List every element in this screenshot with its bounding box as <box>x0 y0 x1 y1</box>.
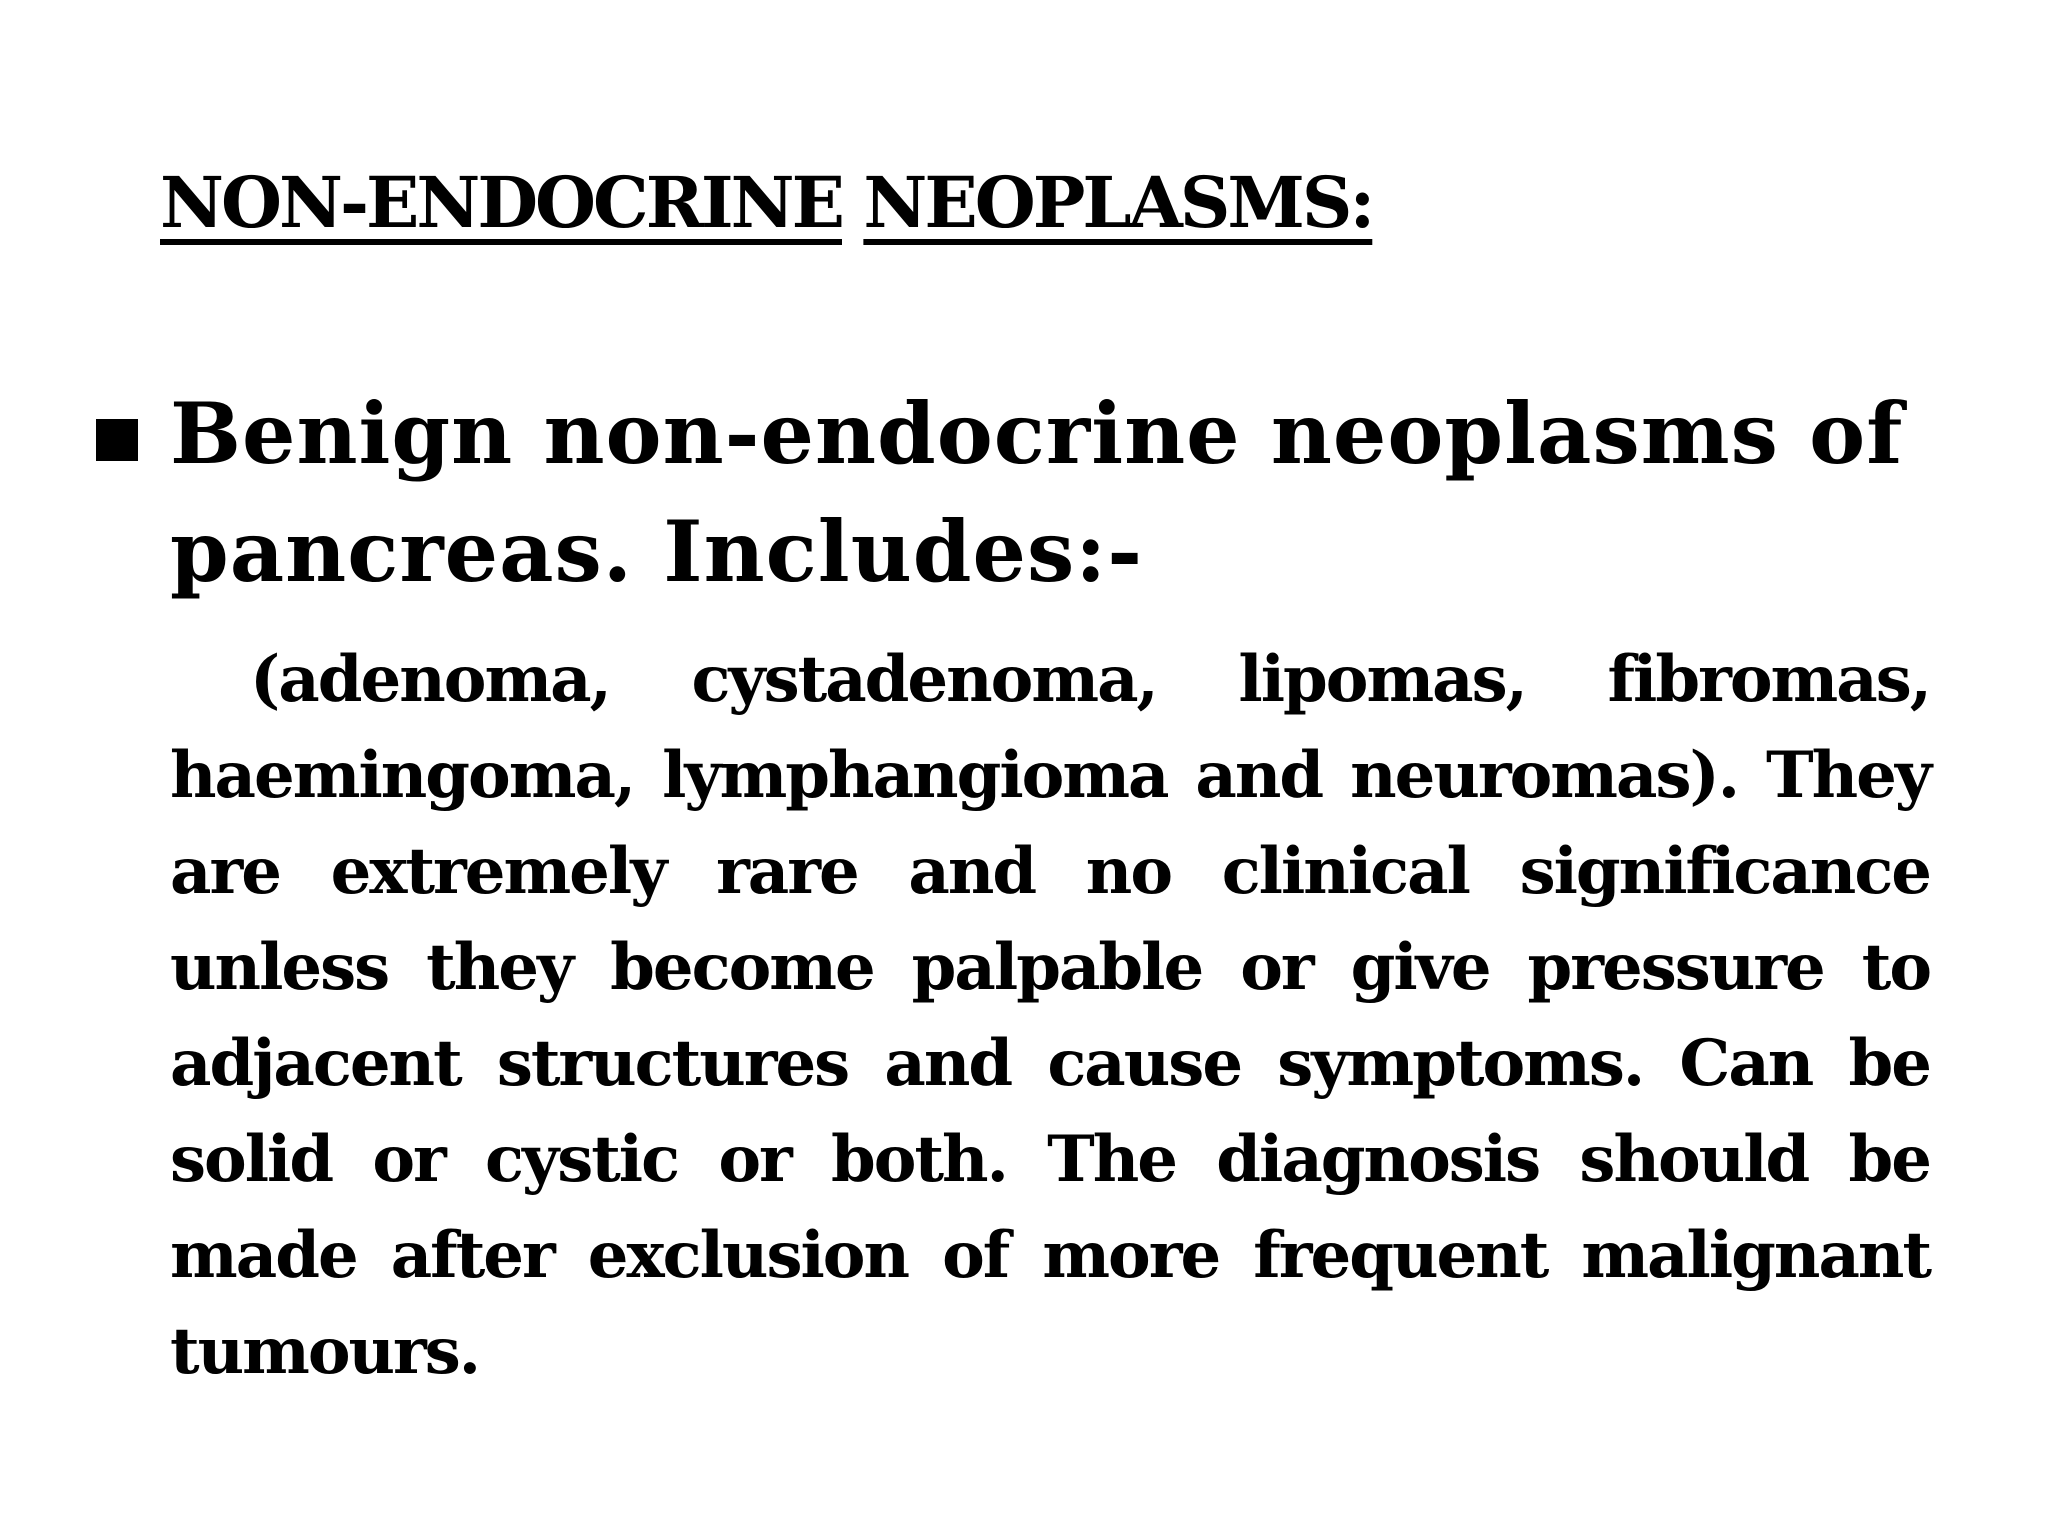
title-part-neoplasms: NEOPLASMS: <box>863 161 1373 244</box>
square-bullet-icon <box>96 419 138 461</box>
bullet-text: Benign non-endocrine neoplasms of pancreas. Includes:- <box>170 384 1904 601</box>
title-part-non-endocrine: NON-ENDOCRINE <box>160 161 842 244</box>
body-paragraph: (adenoma, cystadenoma, lipomas, fibromas, haemingoma, lymphangioma and neuromas). They are extremely rare and no clinical significance unless they become palpable or give pressure to adjacent structures and cause symptoms. Can be solid or cystic or both. The diagnosis should be made after exclusion of more frequent malignant tumours. <box>170 642 1930 1389</box>
slide-title <box>160 158 1372 248</box>
